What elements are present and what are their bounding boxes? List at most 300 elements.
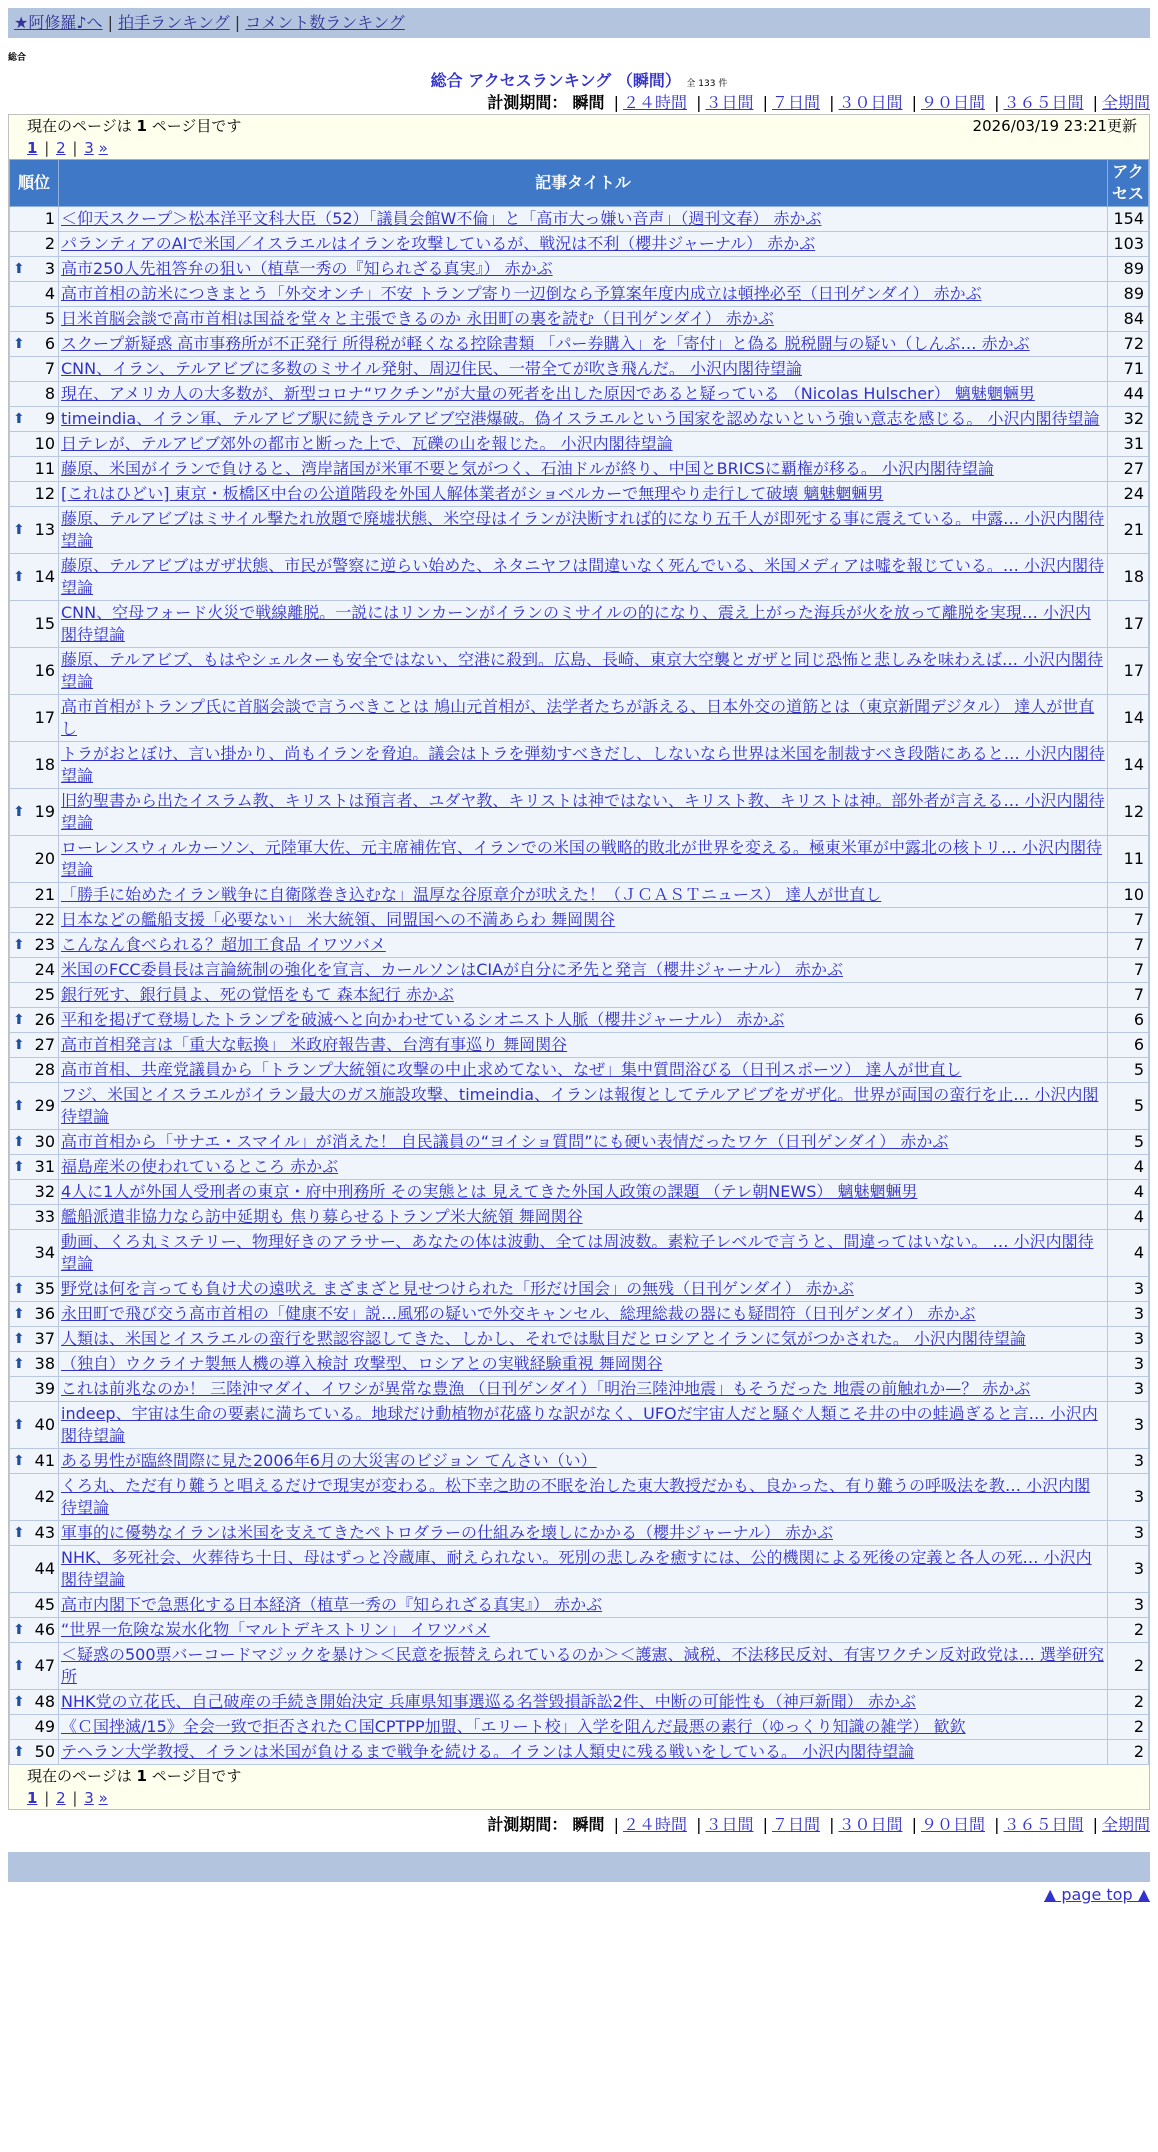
table-row (10, 1474, 1149, 1521)
table-row (10, 1740, 1149, 1765)
period-link-3d[interactable]: ３日間 (705, 1815, 754, 1834)
article-link[interactable]: 日米首脳会談で高市首相は国益を堂々と主張できるのか 永田町の裏を読む（日刊ゲンダイ） 赤かぶ (61, 309, 774, 328)
rank-cell (10, 1058, 59, 1083)
rank-cell (10, 1327, 59, 1352)
article-link[interactable]: 《Ｃ国挫滅/15》全会一致で拒否されたＣ国CPTPP加盟、「エリート校」入学を阻んだ最悪の素行（ゆっくり知識の雑学） 歓欽 (61, 1717, 966, 1736)
title-cell (59, 836, 1108, 883)
title-cell (59, 1474, 1108, 1521)
title-cell (59, 1155, 1108, 1180)
bottom-bar (8, 1852, 1150, 1882)
table-row (10, 207, 1149, 232)
rank-number: 43 (34, 1523, 55, 1542)
period-link-7d[interactable]: ７日間 (771, 93, 820, 112)
table-row (10, 1690, 1149, 1715)
page-info-row (9, 115, 1149, 137)
ranking-table (9, 159, 1149, 1765)
page-info: 現在のページは 1 ページ目です (27, 117, 242, 135)
table-row (10, 1521, 1149, 1546)
ranking-container (8, 114, 1150, 1810)
period-link-365d[interactable]: ３６５日間 (1003, 1815, 1084, 1834)
table-row (10, 933, 1149, 958)
article-link[interactable]: 「勝手に始めたイラン戦争に自衛隊巻き込むな」温厚な谷原章介が吠えた！（ＪＣＡＳＴニュース） 達人が世直し (61, 885, 882, 904)
page-info-row-bottom (9, 1765, 1149, 1787)
table-row (10, 1180, 1149, 1205)
period-label: 計測期間： (487, 93, 568, 112)
page-info: 現在のページは 1 ページ目です (27, 1767, 242, 1785)
up-arrow-icon: ⬆ (13, 1744, 25, 1760)
rank-cell (10, 1546, 59, 1593)
page-link-next[interactable]: » (98, 139, 108, 157)
period-link-24h[interactable]: ２４時間 (622, 1815, 687, 1834)
rank-number: 30 (34, 1132, 55, 1151)
article-link[interactable]: 福島産米の使われているところ 赤かぶ (61, 1157, 339, 1176)
table-row (10, 1008, 1149, 1033)
article-link[interactable]: 現在、アメリカ人の大多数が、新型コロナ“ワクチン”が大量の死者を出した原因であると疑っている （Nicolas Hulscher） 魑魅魍魎男 (61, 384, 1035, 403)
article-link[interactable]: 4人に1人が外国人受刑者の東京・府中刑務所 その実態とは 見えてきた外国人政策の課題 （テレ朝NEWS） 魑魅魍魎男 (61, 1182, 918, 1201)
rank-cell (10, 1130, 59, 1155)
rank-cell (10, 282, 59, 307)
rank-number: 18 (34, 755, 55, 774)
period-link-3d[interactable]: ３日間 (705, 93, 754, 112)
up-arrow-icon: ⬆ (13, 1331, 25, 1347)
table-row (10, 1083, 1149, 1130)
up-arrow-icon: ⬆ (13, 1694, 25, 1710)
page-top-link[interactable]: ▲ page top ▲ (1043, 1885, 1150, 1904)
period-link-7d[interactable]: ７日間 (771, 1815, 820, 1834)
rank-number: 49 (34, 1717, 55, 1736)
rank-cell (10, 457, 59, 482)
rank-cell (10, 908, 59, 933)
up-arrow-icon: ⬆ (13, 1098, 25, 1114)
rank-cell (10, 507, 59, 554)
rank-number: 8 (44, 384, 55, 403)
page-top-row (8, 1882, 1150, 1908)
title-cell (59, 1546, 1108, 1593)
article-link[interactable]: 野党は何を言っても負け犬の遠吠え まざまざと見せつけられた「形だけ国会」の無残（日刊ゲンダイ） 赤かぶ (61, 1279, 854, 1298)
table-row (10, 257, 1149, 282)
access-count: 2 (1108, 1715, 1149, 1740)
header-title: 記事タイトル (59, 160, 1108, 207)
access-count: 3 (1108, 1521, 1149, 1546)
title-cell (59, 789, 1108, 836)
table-row (10, 554, 1149, 601)
period-link-30d[interactable]: ３０日間 (838, 1815, 903, 1834)
article-link[interactable]: 日テレが、テルアビブ郊外の都市と断った上で、瓦礫の山を報じた。 小沢内閣待望論 (61, 434, 673, 453)
title-cell (59, 432, 1108, 457)
table-row (10, 1449, 1149, 1474)
period-link-90d[interactable]: ９０日間 (920, 93, 985, 112)
title-cell (59, 232, 1108, 257)
rank-number: 17 (34, 708, 55, 727)
article-link[interactable]: 藤原、テルアビブはガザ状態、市民が警察に逆らい始めた、ネタニヤフは間違いなく死んでいる、米国メディアは嘘を報じている。… 小沢内閣待望論 (61, 556, 1105, 597)
rank-cell (10, 601, 59, 648)
rank-cell (10, 382, 59, 407)
article-link[interactable]: ＜仰天スクープ＞松本洋平文科大臣（52）「議員会館W不倫」と「高市大っ嫌い音声」（週刊文春） 赤かぶ (61, 209, 822, 228)
nav-link-comment-ranking[interactable]: コメント数ランキング (245, 13, 405, 32)
rank-number: 6 (44, 334, 55, 353)
rank-cell (10, 836, 59, 883)
article-link[interactable]: 高市250人先祖答弁の狙い（植草一秀の『知られざる真実』） 赤かぶ (61, 259, 553, 278)
up-arrow-icon: ⬆ (13, 937, 25, 953)
table-row (10, 457, 1149, 482)
period-link-365d[interactable]: ３６５日間 (1003, 93, 1084, 112)
up-arrow-icon: ⬆ (13, 1281, 25, 1297)
access-count: 2 (1108, 1643, 1149, 1690)
page-link-3[interactable]: 3 (84, 139, 94, 157)
period-current: 瞬間 (572, 1815, 605, 1834)
table-row (10, 1402, 1149, 1449)
access-count: 3 (1108, 1352, 1149, 1377)
access-count: 7 (1108, 983, 1149, 1008)
table-row (10, 983, 1149, 1008)
page-link-next[interactable]: » (98, 1789, 108, 1807)
rank-cell (10, 1377, 59, 1402)
access-count: 72 (1108, 332, 1149, 357)
article-link[interactable]: パランティアのAIで米国／イスラエルはイランを攻撃しているが、戦況は不利（櫻井ジャーナル） 赤かぶ (61, 234, 816, 253)
rank-number: 11 (34, 459, 55, 478)
article-link[interactable]: 人類は、米国とイスラエルの蛮行を黙認容認してきた、しかし、それでは駄目だとロシアとイランに気がつかされた。 小沢内閣待望論 (61, 1329, 1026, 1348)
access-count: 12 (1108, 789, 1149, 836)
article-link[interactable]: 銀行死す、銀行員よ、死の覚悟をもて 森本紀行 赤かぶ (61, 985, 454, 1004)
article-link[interactable]: 高市首相から「サナエ・スマイル」が消えた！ 自民議員の“ヨイショ質問”にも硬い表情だったワケ（日刊ゲンダイ） 赤かぶ (61, 1132, 949, 1151)
article-link[interactable]: 高市首相の訪米につきまとう「外交オンチ」不安 トランプ寄り一辺倒なら予算案年度内成立は頓挫必至（日刊ゲンダイ） 赤かぶ (61, 284, 982, 303)
rank-number: 13 (34, 520, 55, 539)
table-row (10, 1058, 1149, 1083)
up-arrow-icon: ⬆ (13, 261, 25, 277)
access-count: 5 (1108, 1083, 1149, 1130)
period-selector-bottom: 計測期間： 瞬間 | ２４時間 | ３日間 | ７日間 | ３０日間 | ９０日間 | ３６５日間 | 全期間 (487, 1815, 1150, 1834)
nav-link-applause-ranking[interactable]: 拍手ランキング (118, 13, 230, 32)
rank-cell (10, 207, 59, 232)
rank-number: 37 (34, 1329, 55, 1348)
rank-number: 3 (44, 259, 55, 278)
title-cell (59, 1740, 1108, 1765)
title-cell (59, 332, 1108, 357)
table-row (10, 836, 1149, 883)
rank-number: 16 (34, 661, 55, 680)
table-row (10, 382, 1149, 407)
rank-cell (10, 933, 59, 958)
rank-number: 23 (34, 935, 55, 954)
rank-number: 47 (34, 1656, 55, 1675)
rank-cell (10, 789, 59, 836)
rank-number: 10 (34, 434, 55, 453)
rank-number: 35 (34, 1279, 55, 1298)
page-link-3[interactable]: 3 (84, 1789, 94, 1807)
article-link[interactable]: CNN、空母フォード火災で戦線離脱。一説にはリンカーンがイランのミサイルの的になり、震え上がった海兵が火を放って離脱を実現… 小沢内閣待望論 (61, 603, 1091, 644)
article-link[interactable]: トラがおとぼけ、言い掛かり、尚もイランを脅迫。議会はトラを弾劾すべきだし、しないなら世界は米国を制裁すべき段階にあると… 小沢内閣待望論 (61, 744, 1105, 785)
article-link[interactable]: 高市首相、共産党議員から「トランプ大統領に攻撃の中止求めてない、なぜ」集中質問浴びる（日刊スポーツ） 達人が世直し (61, 1060, 962, 1079)
access-count: 44 (1108, 382, 1149, 407)
rank-cell (10, 695, 59, 742)
access-count: 14 (1108, 695, 1149, 742)
rank-cell (10, 1180, 59, 1205)
page-link-1[interactable]: 1 (27, 1789, 38, 1807)
title-cell (59, 1715, 1108, 1740)
article-link[interactable]: 藤原、米国がイランで負けると、湾岸諸国が米軍不要と気がつく、石油ドルが終り、中国とBRICSに覇権が移る。 小沢内閣待望論 (61, 459, 994, 478)
rank-cell (10, 407, 59, 432)
article-link[interactable]: （独自）ウクライナ製無人機の導入検討 攻撃型、ロシアとの実戦経験重視 舞岡関谷 (61, 1354, 663, 1373)
title-cell (59, 883, 1108, 908)
category-label: 総合 (8, 53, 27, 63)
title-cell (59, 282, 1108, 307)
ranking-body (10, 207, 1149, 1765)
rank-number: 12 (34, 484, 55, 503)
rank-cell (10, 958, 59, 983)
up-arrow-icon: ⬆ (13, 569, 25, 585)
period-link-all[interactable]: 全期間 (1101, 1815, 1150, 1834)
rank-cell (10, 1277, 59, 1302)
page-link-2[interactable]: 2 (56, 139, 66, 157)
rank-cell (10, 432, 59, 457)
article-link[interactable]: 艦船派遣非協力なら訪中延期も 焦り募らせるトランプ米大統領 舞岡関谷 (61, 1207, 583, 1226)
period-label: 計測期間： (487, 1815, 568, 1834)
rank-number: 40 (34, 1415, 55, 1434)
nav-link-asyura[interactable]: ★阿修羅♪へ (14, 13, 103, 32)
title-cell (59, 507, 1108, 554)
title-cell (59, 1449, 1108, 1474)
table-row (10, 958, 1149, 983)
access-count: 17 (1108, 601, 1149, 648)
access-count: 84 (1108, 307, 1149, 332)
title-cell (59, 357, 1108, 382)
article-link[interactable]: 旧約聖書から出たイスラム教、キリストは預言者、ユダヤ教、キリストは神ではない、キリスト教、キリストは神。部外者が言える… 小沢内閣待望論 (61, 791, 1105, 832)
period-link-90d[interactable]: ９０日間 (920, 1815, 985, 1834)
access-count: 3 (1108, 1302, 1149, 1327)
title-cell (59, 933, 1108, 958)
article-link[interactable]: timeindia、イラン軍、テルアビブ駅に続きテルアビブ空港爆破。偽イスラエルという国家を認めないという強い意志を感じる。 小沢内閣待望論 (61, 409, 1100, 428)
table-row (10, 232, 1149, 257)
rank-number: 34 (34, 1243, 55, 1262)
rank-cell (10, 1083, 59, 1130)
access-count: 7 (1108, 958, 1149, 983)
rank-cell (10, 357, 59, 382)
article-link[interactable]: ある男性が臨終間際に見た2006年6月の大災害のビジョン てんさい（い） (61, 1451, 597, 1470)
table-row (10, 1715, 1149, 1740)
article-link[interactable]: ローレンスウィルカーソン、元陸軍大佐、元主席補佐官、イランでの米国の戦略的敗北が世界を変える。極東米軍が中露北の核トリ… 小沢内閣待望論 (61, 838, 1103, 879)
page-title: 総合 アクセスランキング （瞬間） (430, 71, 681, 90)
access-count: 4 (1108, 1180, 1149, 1205)
rank-cell (10, 1593, 59, 1618)
page-link-2[interactable]: 2 (56, 1789, 66, 1807)
table-row (10, 789, 1149, 836)
article-link[interactable]: 永田町で飛び交う高市首相の「健康不安」説…風邪の疑いで外交キャンセル、総理総裁の器にも疑問符（日刊ゲンダイ） 赤かぶ (61, 1304, 976, 1323)
page-title-block (8, 70, 1150, 92)
nav-separator: | (234, 13, 246, 32)
rank-cell (10, 1008, 59, 1033)
table-row (10, 1302, 1149, 1327)
title-cell (59, 1058, 1108, 1083)
title-cell (59, 648, 1108, 695)
rank-cell (10, 1740, 59, 1765)
up-arrow-icon: ⬆ (13, 1622, 25, 1638)
access-count: 2 (1108, 1618, 1149, 1643)
article-link[interactable]: NHK、多死社会、火葬待ち十日、母はずっと冷蔵庫、耐えられない。死別の悲しみを癒すには、公的機関による死後の定義と各人の死… 小沢内閣待望論 (61, 1548, 1092, 1589)
rank-cell (10, 554, 59, 601)
access-count: 17 (1108, 648, 1149, 695)
access-count: 18 (1108, 554, 1149, 601)
title-cell (59, 407, 1108, 432)
title-cell (59, 958, 1108, 983)
title-cell (59, 457, 1108, 482)
rank-cell (10, 1643, 59, 1690)
title-cell (59, 554, 1108, 601)
article-link[interactable]: 米国のFCC委員長は言論統制の強化を宣言、カールソンはCIAが自分に矛先と発言（櫻井ジャーナル） 赤かぶ (61, 960, 844, 979)
updated-timestamp: 2026/03/19 23:21更新 (972, 117, 1137, 135)
up-arrow-icon: ⬆ (13, 411, 25, 427)
period-link-30d[interactable]: ３０日間 (838, 93, 903, 112)
article-link[interactable]: 高市内閣下で急悪化する日本経済（植草一秀の『知られざる真実』） 赤かぶ (61, 1595, 603, 1614)
title-cell (59, 1130, 1108, 1155)
rank-number: 46 (34, 1620, 55, 1639)
article-link[interactable]: 藤原、テルアビブ、もはやシェルターも安全ではない、空港に殺到。広島、長崎、東京大空襲とガザと同じ恐怖と悲しみを味わえば… 小沢内閣待望論 (61, 650, 1104, 691)
rank-number: 45 (34, 1595, 55, 1614)
rank-number: 29 (34, 1096, 55, 1115)
rank-cell (10, 883, 59, 908)
table-row (10, 1230, 1149, 1277)
article-link[interactable]: スクープ新疑惑 高市事務所が不正発行 所得税が軽くなる控除書類 「パー券購入」を「寄付」と偽る 脱税闘与の疑い（しんぶ… 赤かぶ (61, 334, 1030, 353)
table-row (10, 1593, 1149, 1618)
table-header-row (10, 160, 1149, 207)
rank-number: 9 (44, 409, 55, 428)
up-arrow-icon: ⬆ (13, 522, 25, 538)
article-link[interactable]: 日本などの艦船支援「必要ない」 米大統領、同盟国への不満あらわ 舞岡関谷 (61, 910, 616, 929)
article-link[interactable]: [これはひどい] 東京・板橋区中台の公道階段を外国人解体業者がショベルカーで無理やり走行して破壊 魑魅魍魎男 (61, 484, 884, 503)
rank-number: 32 (34, 1182, 55, 1201)
access-count: 3 (1108, 1593, 1149, 1618)
access-count: 154 (1108, 207, 1149, 232)
nav-separator: | (107, 13, 119, 32)
table-row (10, 1618, 1149, 1643)
rank-cell (10, 1033, 59, 1058)
article-link[interactable]: 藤原、テルアビブはミサイル撃たれ放題で廃墟状態、米空母はイランが決断すれば的になり五千人が即死する事に震えている。中露… 小沢内閣待望論 (61, 509, 1105, 550)
title-cell (59, 1083, 1108, 1130)
up-arrow-icon: ⬆ (13, 1159, 25, 1175)
table-row (10, 1327, 1149, 1352)
rank-number: 26 (34, 1010, 55, 1029)
title-cell (59, 983, 1108, 1008)
access-count: 89 (1108, 282, 1149, 307)
article-link[interactable]: 軍事的に優勢なイランは米国を支えてきたペトロダラーの仕組みを壊しにかかる（櫻井ジャーナル） 赤かぶ (61, 1523, 833, 1542)
rank-number: 24 (34, 960, 55, 979)
table-row (10, 357, 1149, 382)
article-link[interactable]: 動画、くろ丸ミステリー、物理好きのアラサー、あなたの体は波動、全ては周波数。素粒子レベルで言うと、間違ってはいない。 … 小沢内閣待望論 (61, 1232, 1094, 1273)
up-arrow-icon: ⬆ (13, 1658, 25, 1674)
access-count: 10 (1108, 883, 1149, 908)
title-cell (59, 908, 1108, 933)
rank-cell (10, 1715, 59, 1740)
access-count: 7 (1108, 933, 1149, 958)
period-current: 瞬間 (572, 93, 605, 112)
table-row (10, 742, 1149, 789)
title-cell (59, 742, 1108, 789)
pagination-top: 1 | 2 | 3 » (27, 139, 108, 157)
title-cell (59, 257, 1108, 282)
table-row (10, 307, 1149, 332)
table-row (10, 601, 1149, 648)
rank-number: 31 (34, 1157, 55, 1176)
title-cell (59, 1205, 1108, 1230)
access-count: 14 (1108, 742, 1149, 789)
article-link[interactable]: これは前兆なのか！ 三陸沖マダイ、イワシが異常な豊漁 （日刊ゲンダイ）「明治三陸沖地震」もそうだった 地震の前触れか—？ 赤かぶ (61, 1379, 1031, 1398)
rank-cell (10, 1155, 59, 1180)
period-link-24h[interactable]: ２４時間 (622, 93, 687, 112)
title-cell (59, 1327, 1108, 1352)
rank-cell (10, 648, 59, 695)
article-link[interactable]: “世界一危険な炭水化物「マルトデキストリン」 イワツバメ (61, 1620, 490, 1639)
rank-cell (10, 232, 59, 257)
title-cell (59, 307, 1108, 332)
page-link-1[interactable]: 1 (27, 139, 38, 157)
rank-number: 28 (34, 1060, 55, 1079)
rank-number: 44 (34, 1559, 55, 1578)
rank-cell (10, 1230, 59, 1277)
table-row (10, 482, 1149, 507)
access-count: 3 (1108, 1449, 1149, 1474)
access-count: 3 (1108, 1402, 1149, 1449)
up-arrow-icon: ⬆ (13, 1134, 25, 1150)
table-row (10, 1033, 1149, 1058)
rank-cell (10, 1449, 59, 1474)
article-link[interactable]: 平和を掲げて登場したトランプを破滅へと向かわせているシオニスト人脈（櫻井ジャーナル） 赤かぶ (61, 1010, 785, 1029)
title-cell (59, 1277, 1108, 1302)
rank-cell (10, 1402, 59, 1449)
access-count: 3 (1108, 1377, 1149, 1402)
access-count: 31 (1108, 432, 1149, 457)
access-count: 6 (1108, 1033, 1149, 1058)
title-cell (59, 1302, 1108, 1327)
article-link[interactable]: フジ、米国とイスラエルがイラン最大のガス施設攻撃、timeindia、イランは報復としてテルアビブをガザ化。世界が両国の蛮行を止… 小沢内閣待望論 (61, 1085, 1099, 1126)
table-row (10, 695, 1149, 742)
article-link[interactable]: ＜疑惑の500票バーコードマジックを暴け＞＜民意を振替えられているのか＞＜護憲、減税、不法移民反対、有害ワクチン反対政党は… 選挙研究所 (61, 1645, 1104, 1686)
period-selector: 計測期間： 瞬間 | ２４時間 | ３日間 | ７日間 | ３０日間 | ９０日間 | ３６５日間 | 全期間 (487, 93, 1150, 112)
table-row (10, 1155, 1149, 1180)
access-count: 21 (1108, 507, 1149, 554)
title-cell (59, 482, 1108, 507)
title-cell (59, 1593, 1108, 1618)
pagination-bottom: 1 | 2 | 3 » (27, 1789, 108, 1807)
access-count: 7 (1108, 908, 1149, 933)
article-link[interactable]: 高市首相がトランプ氏に首脳会談で言うべきことは 鳩山元首相が、法学者たちが訴える、日本外交の道筋とは（東京新聞デジタル） 達人が世直し (61, 697, 1095, 738)
rank-number: 7 (44, 359, 55, 378)
rank-cell (10, 482, 59, 507)
rank-number: 15 (34, 614, 55, 633)
article-link[interactable]: CNN、イラン、テルアビブに多数のミサイル発射、周辺住民、一帯全てが吹き飛んだ。 小沢内閣待望論 (61, 359, 802, 378)
access-count: 32 (1108, 407, 1149, 432)
table-row (10, 1352, 1149, 1377)
title-cell (59, 1230, 1108, 1277)
title-cell (59, 1033, 1108, 1058)
title-cell (59, 695, 1108, 742)
title-cell (59, 382, 1108, 407)
article-link[interactable]: NHK党の立花氏、自己破産の手続き開始決定 兵庫県知事選巡る名誉毀損訴訟2件、中断の可能性も（神戸新聞） 赤かぶ (61, 1692, 916, 1711)
article-link[interactable]: こんなん食べられる？超加工食品 イワツバメ (61, 935, 386, 954)
title-cell (59, 1690, 1108, 1715)
title-cell (59, 601, 1108, 648)
article-link[interactable]: テヘラン大学教授、イランは米国が負けるまで戦争を続ける。イランは人類史に残る戦いをしている。 小沢内閣待望論 (61, 1742, 915, 1761)
period-link-all[interactable]: 全期間 (1101, 93, 1150, 112)
article-link[interactable]: indeep、宇宙は生命の要素に満ちている。地球だけ動植物が花盛りな訳がなく、UFOだ宇宙人だと騒ぐ人類こそ井の中の蛙過ぎると言… 小沢内閣待望論 (61, 1404, 1098, 1445)
access-count: 3 (1108, 1546, 1149, 1593)
article-link[interactable]: くろ丸、ただ有り難うと唱えるだけで現実が変わる。松下幸之助の不眠を治した東大教授だかも、良かった、有り難うの呼吸法を教… 小沢内閣待望論 (61, 1476, 1091, 1517)
rank-number: 19 (34, 802, 55, 821)
up-arrow-icon: ⬆ (13, 1356, 25, 1372)
title-cell (59, 1352, 1108, 1377)
rank-cell (10, 307, 59, 332)
up-arrow-icon: ⬆ (13, 804, 25, 820)
title-cell (59, 1618, 1108, 1643)
article-link[interactable]: 高市首相発言は「重大な転換」 米政府報告書、台湾有事巡り 舞岡関谷 (61, 1035, 568, 1054)
